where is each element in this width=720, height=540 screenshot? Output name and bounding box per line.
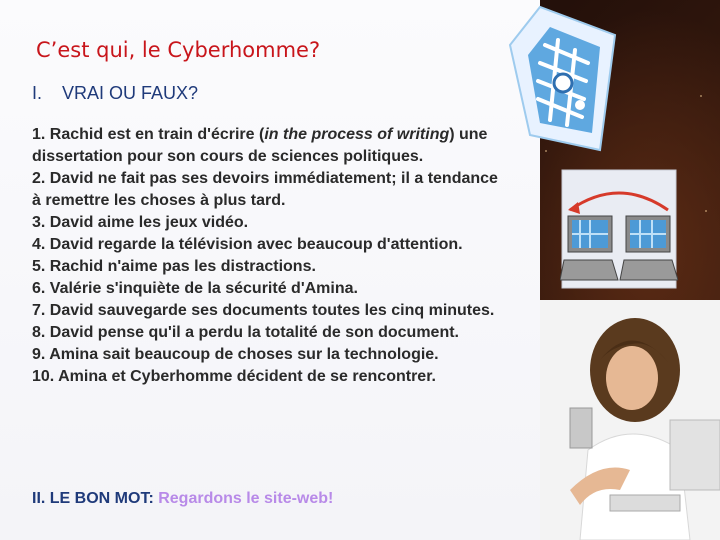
- question-item: 9. Amina sait beaucoup de choses sur la technologie.: [32, 346, 439, 363]
- question-item: 8. David pense qu'il a perdu la totalité de son document.: [32, 324, 459, 341]
- question-item: 6. Valérie s'inquiète de la sécurité d'Amina.: [32, 280, 358, 297]
- networked-computers-icon: [560, 168, 678, 290]
- question-item: 3. David aime les jeux vidéo.: [32, 214, 249, 231]
- question-item: 5. Rachid n'aime pas les distractions.: [32, 258, 316, 275]
- question-list: [32, 124, 502, 388]
- section2-label: II. LE BON MOT:: [32, 490, 159, 507]
- section-title: VRAI OU FAUX?: [62, 83, 199, 103]
- question-item: 7. David sauvegarde ses documents toutes les cinq minutes.: [32, 302, 495, 319]
- question-text: ) une dissertation pour son cours de sciences politiques.: [32, 126, 488, 165]
- sparkle-decoration: [705, 210, 707, 212]
- woman-at-computer-photo: [540, 300, 720, 540]
- question-item: 4. David regarde la télévision avec beaucoup d'attention.: [32, 236, 463, 253]
- sparkle-decoration: [700, 95, 702, 97]
- slide-title: C’est qui, le Cyberhomme?: [36, 38, 321, 62]
- question-item: 10. Amina et Cyberhomme décident de se rencontrer.: [32, 368, 436, 385]
- website-link[interactable]: Regardons le site-web!: [158, 490, 334, 507]
- question-item: [32, 124, 502, 168]
- section-heading-true-false: [32, 83, 198, 104]
- section-heading-good-word: [32, 490, 333, 508]
- circuit-chip-icon: [500, 5, 618, 153]
- section-number: I.: [32, 83, 43, 103]
- question-text: 1. Rachid est en train d'écrire (: [32, 126, 265, 143]
- english-gloss: in the process of writing: [264, 126, 450, 143]
- question-item: 2. David ne fait pas ses devoirs immédiatement; il a tendance à remettre les choses à plus tard.: [32, 170, 498, 209]
